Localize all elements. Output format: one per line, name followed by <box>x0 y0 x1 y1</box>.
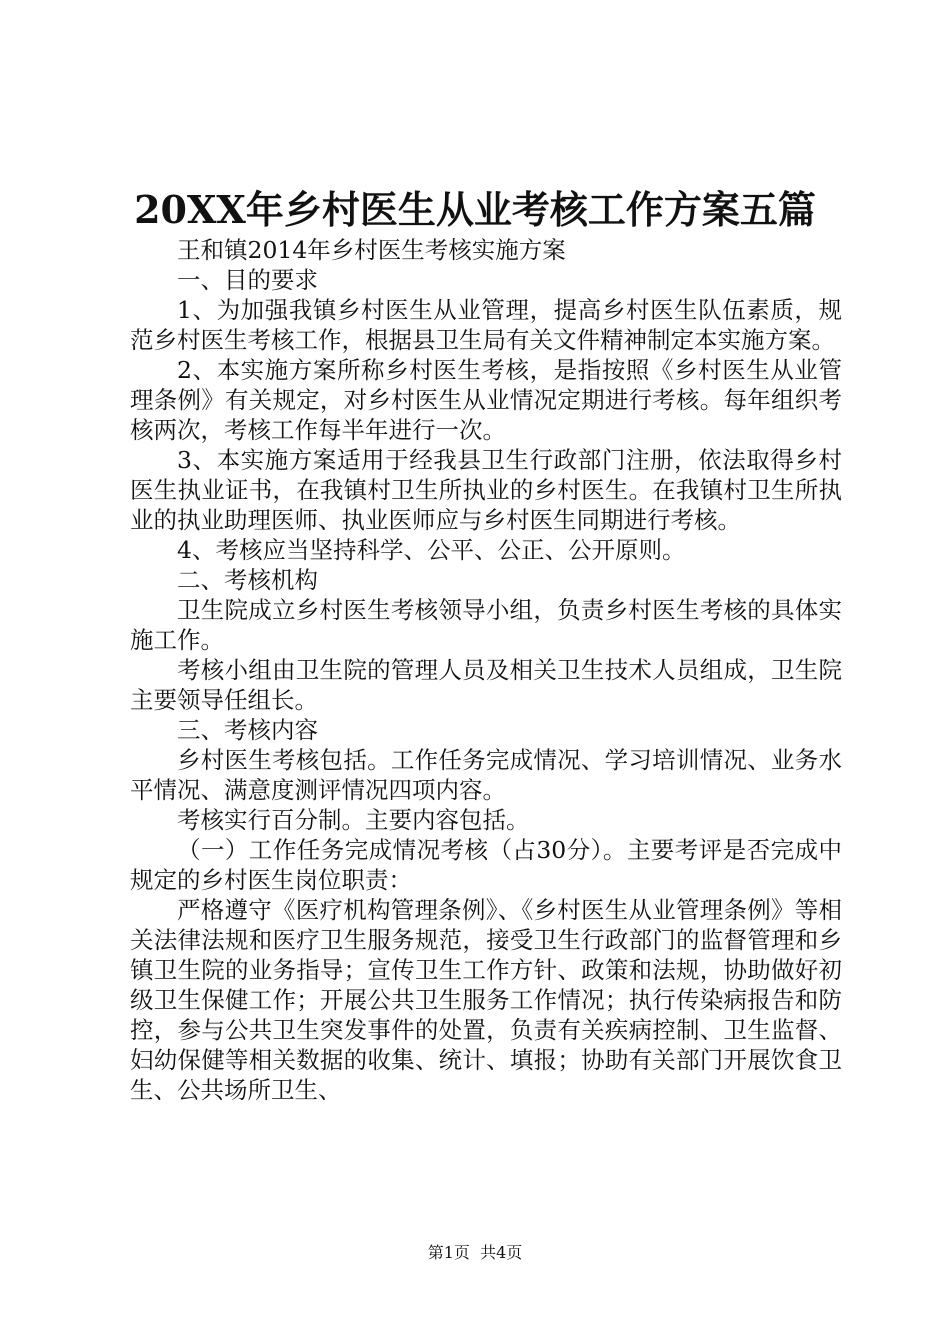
section-heading: 二、考核机构 <box>177 566 318 594</box>
document-title: 20XX年乡村医生从业考核工作方案五篇 <box>134 187 816 232</box>
paragraph: （一）工作任务完成情况考核（占30分）。主要考评是否完成中规定的乡村医生岗位职责： <box>130 836 842 894</box>
paragraph: 考核小组由卫生院的管理人员及相关卫生技术人员组成，卫生院主要领导任组长。 <box>130 656 842 714</box>
document-body <box>130 235 842 1105</box>
page-footer: 第1页 共4页 <box>427 1243 523 1262</box>
paragraph: 3、本实施方案适用于经我县卫生行政部门注册，依法取得乡村医生执业证书，在我镇村卫生所执业的乡村医生。在我镇村卫生所执业的执业助理医师、执业医师应与乡村医生同期进行考核。 <box>130 446 842 534</box>
paragraph: 考核实行百分制。主要内容包括。 <box>177 806 530 834</box>
paragraph: 卫生院成立乡村医生考核领导小组，负责乡村医生考核的具体实施工作。 <box>130 596 842 654</box>
paragraph: 4、考核应当坚持科学、公平、公正、公开原则。 <box>177 536 686 564</box>
section-heading: 一、目的要求 <box>177 266 318 294</box>
paragraph: 严格遵守《医疗机构管理条例》、《乡村医生从业管理条例》等相关法律法规和医疗卫生服务规范，接受卫生行政部门的监督管理和乡镇卫生院的业务指导；宣传卫生工作方针、政策和法规，协助做好初级卫生保健工作；开展公共卫生服务工作情况；执行传染病报告和防控，参与公共卫生突发事件的处置，负责有关疾病控制、卫生监督、妇幼保健等相关数据的收集、统计、填报；协助有关部门开展饮食卫生、公共场所卫生、 <box>130 896 842 1104</box>
paragraph: 1、为加强我镇乡村医生从业管理，提高乡村医生队伍素质，规范乡村医生考核工作，根据县卫生局有关文件精神制定本实施方案。 <box>130 296 842 354</box>
paragraph: 乡村医生考核包括。工作任务完成情况、学习培训情况、业务水平情况、满意度测评情况四项内容。 <box>130 746 842 804</box>
paragraph: 王和镇2014年乡村医生考核实施方案 <box>177 236 566 264</box>
section-heading: 三、考核内容 <box>177 716 318 744</box>
paragraph: 2、本实施方案所称乡村医生考核，是指按照《乡村医生从业管理条例》有关规定，对乡村医生从业情况定期进行考核。每年组织考核两次，考核工作每半年进行一次。 <box>130 356 842 444</box>
